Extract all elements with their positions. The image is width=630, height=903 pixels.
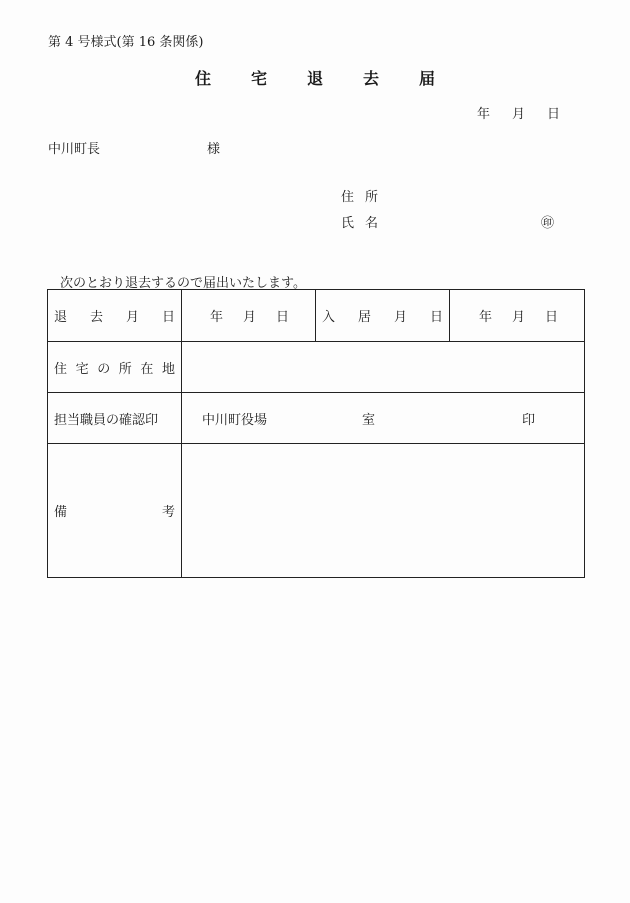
staff-confirmation-field[interactable] — [182, 393, 585, 444]
room-label: 室 — [362, 412, 376, 428]
move-out-date-label: 退 去 月 日 — [48, 290, 182, 342]
move-out-date-field[interactable]: 年月日 — [182, 290, 316, 342]
remarks-label: 備 考 — [48, 444, 182, 578]
form-number: 第 4 号様式(第 16 条関係) — [48, 35, 204, 50]
applicant-address-label: 住所 — [341, 190, 390, 205]
stamp-label: 印 — [522, 412, 536, 428]
document-title: 住宅退去届 — [194, 69, 475, 88]
table-row — [48, 444, 585, 578]
table-row — [48, 290, 585, 342]
table-row — [48, 393, 585, 444]
seal-mark: ㊞ — [541, 216, 555, 231]
addressee: 中川町長 — [48, 142, 101, 157]
intro-text: 次のとおり退去するので届出いたします。 — [60, 276, 306, 291]
office-name: 中川町役場 — [202, 412, 268, 428]
move-out-form-table — [47, 289, 585, 578]
addressee-honorific: 様 — [207, 142, 221, 157]
submission-date: 年月日 — [476, 107, 582, 122]
staff-confirmation-label: 担当職員の確認印 — [48, 393, 182, 444]
move-in-date-label: 入 居 月 日 — [316, 290, 450, 342]
remarks-field[interactable] — [182, 444, 585, 578]
move-in-date-field[interactable]: 年月日 — [450, 290, 585, 342]
housing-location-field[interactable] — [182, 342, 585, 393]
housing-location-label: 住 宅 の 所 在 地 — [48, 342, 182, 393]
applicant-name-label: 氏名 — [341, 216, 390, 231]
table-row — [48, 342, 585, 393]
